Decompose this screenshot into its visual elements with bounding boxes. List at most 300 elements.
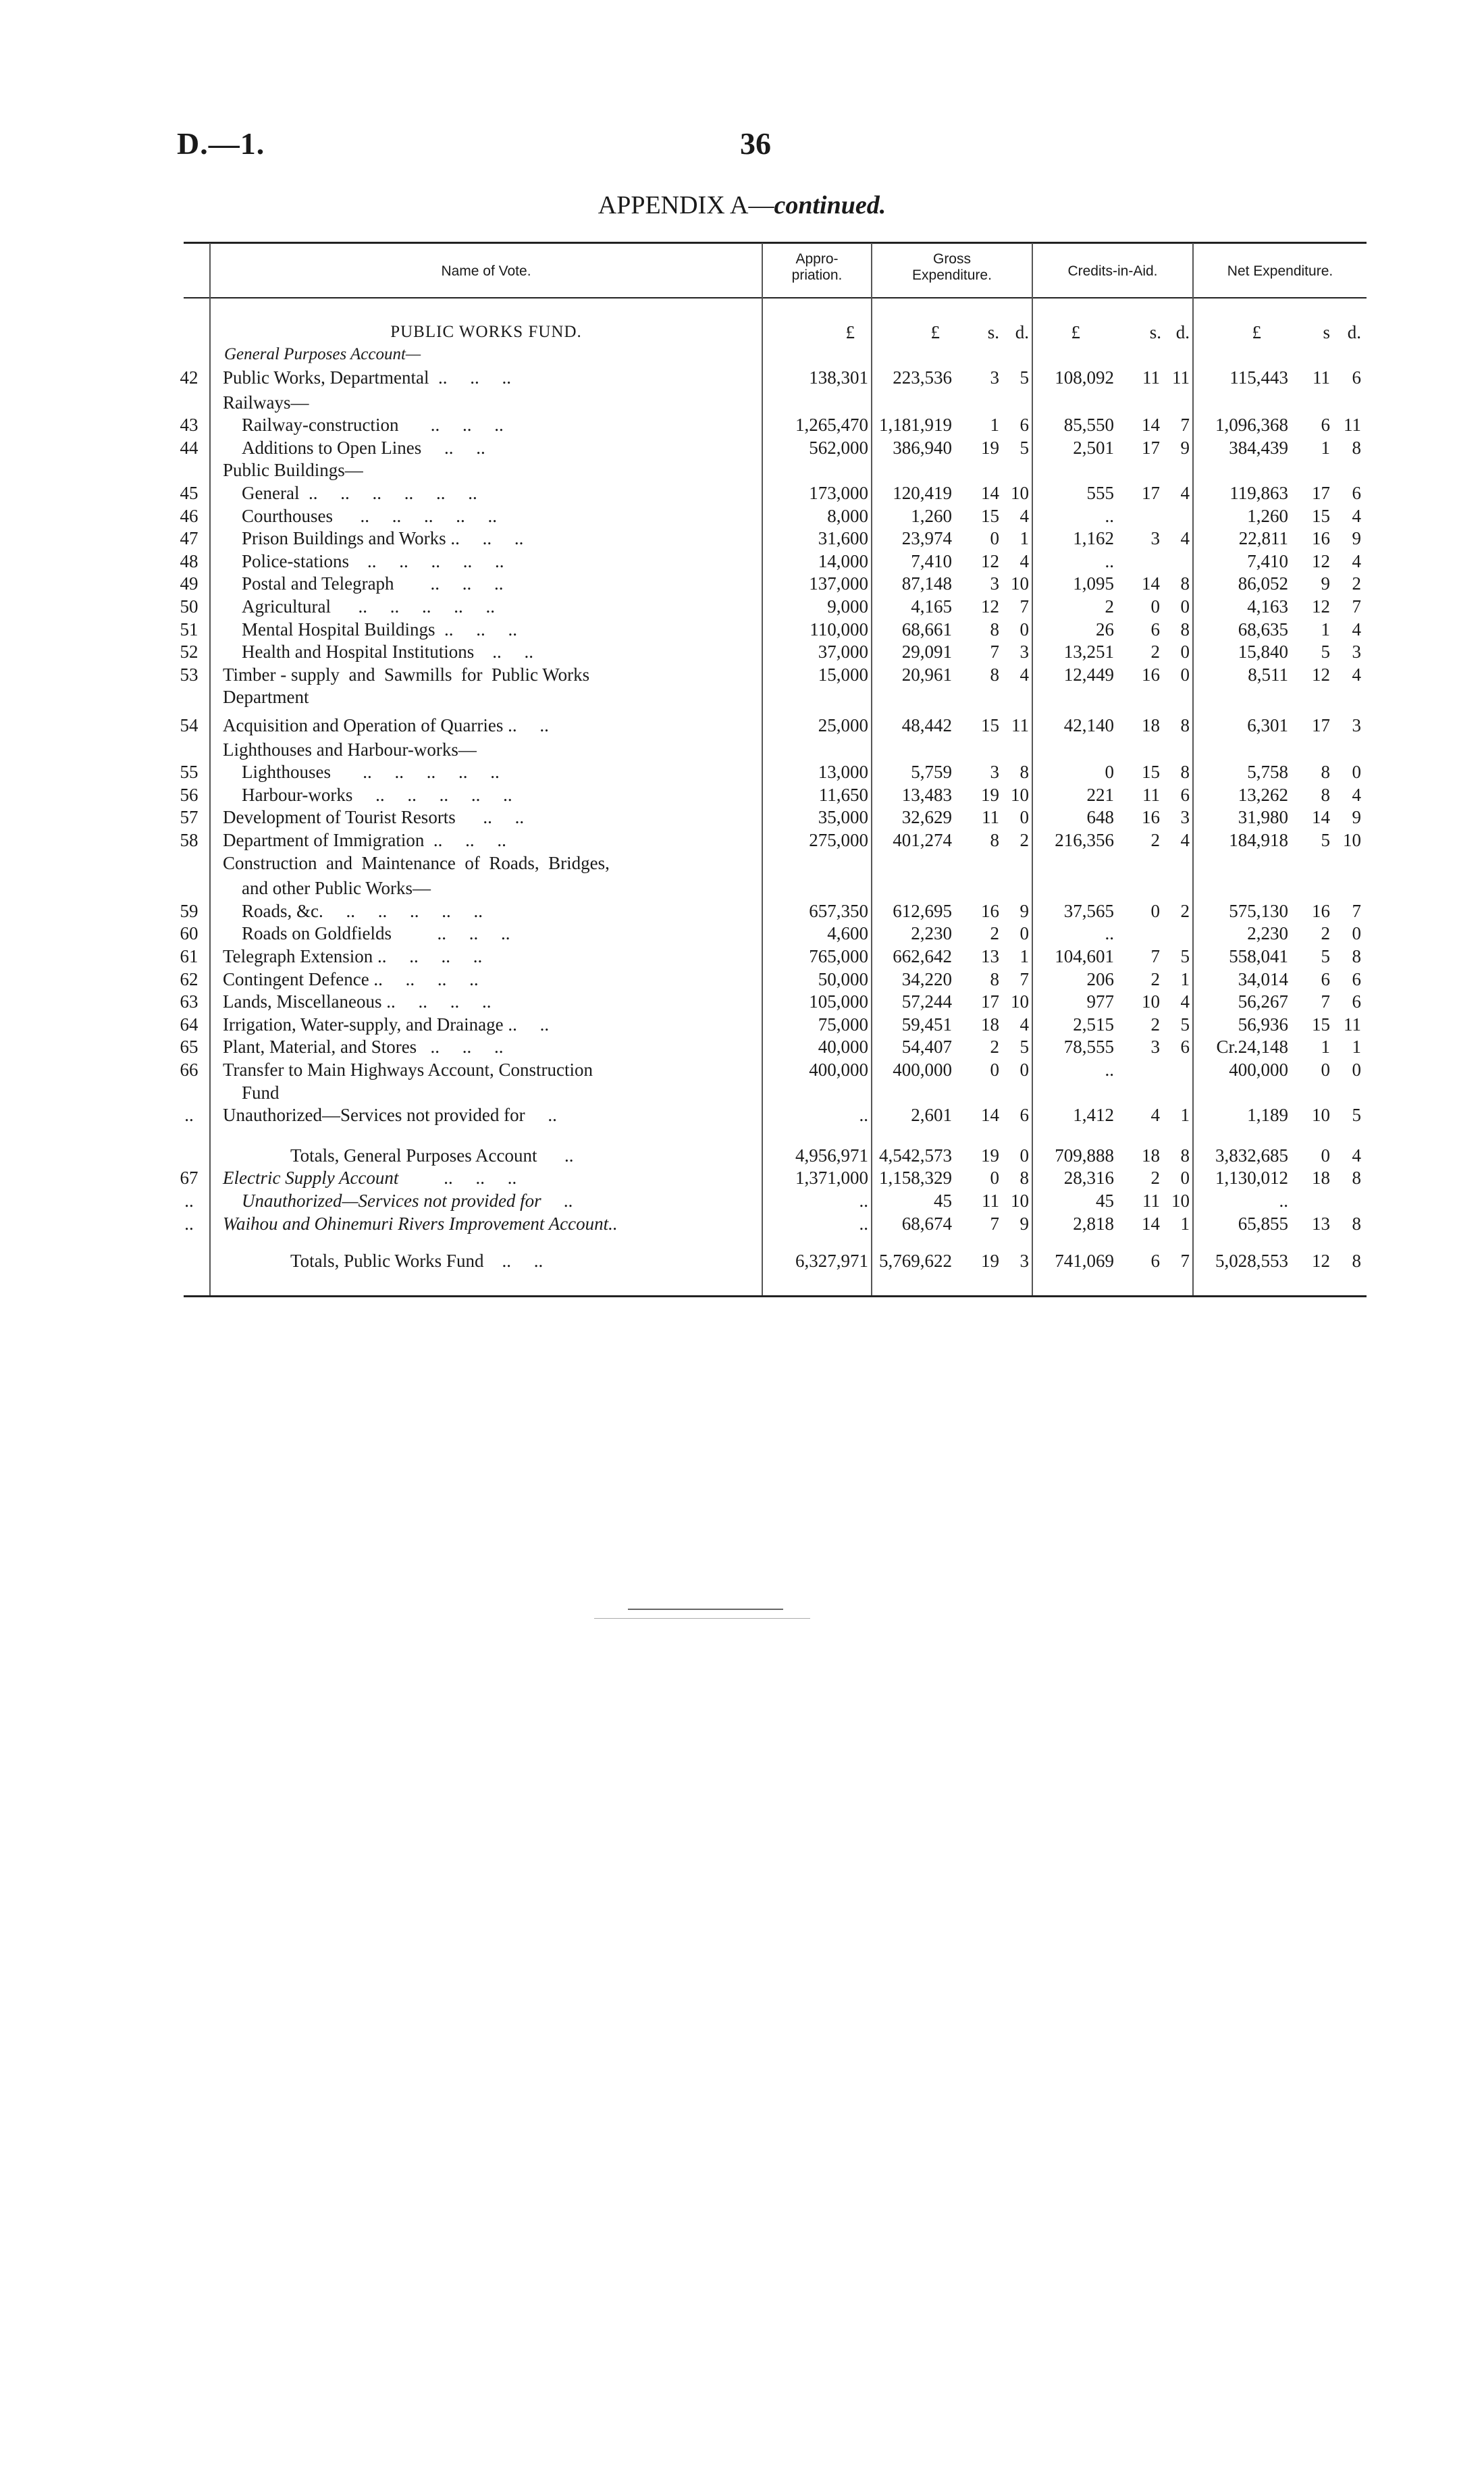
title-continued: continued. xyxy=(774,191,886,219)
cell-name: Roads, &c. .. .. .. .. .. xyxy=(242,901,483,921)
cell-cs: 3 xyxy=(1150,528,1160,548)
cell-gd: 4 xyxy=(1019,1014,1029,1035)
cell-gs: 14 xyxy=(981,483,999,503)
cell-cs: 2 xyxy=(1150,1014,1160,1035)
cell-cp: 42,140 xyxy=(1063,715,1114,735)
cell-gp: 4,542,573 xyxy=(879,1145,952,1166)
cell-np: 400,000 xyxy=(1229,1060,1288,1080)
cell-name: Contingent Defence .. .. .. .. xyxy=(223,969,479,989)
cell-ns: 12 xyxy=(1312,596,1330,617)
unit-net-shillings: s xyxy=(1323,322,1330,342)
cell-gp: 87,148 xyxy=(901,573,952,594)
cell-no: 58 xyxy=(180,830,198,850)
cell-cs: 18 xyxy=(1142,1145,1160,1166)
cell-gs: 8 xyxy=(990,619,999,640)
cell-nd: 10 xyxy=(1343,830,1361,850)
cell-nd: 4 xyxy=(1352,785,1361,805)
cell-gd: 5 xyxy=(1019,1037,1029,1057)
cell-cd: 4 xyxy=(1180,483,1190,503)
page-number: 36 xyxy=(740,126,771,161)
cell-cs: 14 xyxy=(1142,573,1160,594)
cell-ns: 1 xyxy=(1321,438,1330,458)
unit-net-pounds: £ xyxy=(1252,322,1261,342)
cell-cp: 12,449 xyxy=(1063,665,1114,685)
cell-np: 1,189 xyxy=(1247,1105,1288,1125)
unit-gross-pounds: £ xyxy=(930,322,940,342)
cell-cp: 2 xyxy=(1105,596,1114,617)
cell-gs: 13 xyxy=(981,946,999,966)
cell-ap: 137,000 xyxy=(809,573,868,594)
cell-ap: 173,000 xyxy=(809,483,868,503)
cell-gd: 0 xyxy=(1019,619,1029,640)
cell-no: 57 xyxy=(180,807,198,827)
cell-gd: 0 xyxy=(1019,1060,1029,1080)
cell-gd: 10 xyxy=(1011,483,1029,503)
cell-gp: 1,181,919 xyxy=(879,415,952,435)
cell-gp: 32,629 xyxy=(901,807,952,827)
cell-ap: .. xyxy=(859,1105,868,1125)
cell-np: 8,511 xyxy=(1248,665,1288,685)
cell-ap: 9,000 xyxy=(827,596,868,617)
cell-np: 5,028,553 xyxy=(1215,1251,1288,1271)
cell-no: 51 xyxy=(180,619,198,640)
cell-gs: 3 xyxy=(990,573,999,594)
cell-gd: 4 xyxy=(1019,551,1029,571)
cell-nd: 4 xyxy=(1352,619,1361,640)
cell-no: .. xyxy=(184,1191,194,1211)
cell-name: Timber - supply and Sawmills for Public Works xyxy=(223,665,590,685)
cell-gs: 15 xyxy=(981,506,999,526)
col-head-approp-line2: priation. xyxy=(791,267,843,283)
cell-ap: 14,000 xyxy=(818,551,868,571)
cell-cp: 1,162 xyxy=(1073,528,1114,548)
cell-np: 575,130 xyxy=(1229,901,1288,921)
cell-name: Plant, Material, and Stores .. .. .. xyxy=(223,1037,504,1057)
cell-gp: 5,769,622 xyxy=(879,1251,952,1271)
cell-name: Telegraph Extension .. .. .. .. xyxy=(223,946,483,966)
cell-no: 46 xyxy=(180,506,198,526)
cell-gd: 10 xyxy=(1011,1191,1029,1211)
cell-gd: 9 xyxy=(1019,901,1029,921)
cell-gd: 1 xyxy=(1019,528,1029,548)
cell-gs: 11 xyxy=(982,807,999,827)
cell-ap: 400,000 xyxy=(809,1060,868,1080)
cell-np: 2,230 xyxy=(1247,923,1288,943)
cell-ns: 18 xyxy=(1312,1168,1330,1188)
cell-cs: 6 xyxy=(1150,1251,1160,1271)
cell-cd: 0 xyxy=(1180,596,1190,617)
cell-cd: 7 xyxy=(1180,1251,1190,1271)
cell-name: Roads on Goldfields .. .. .. xyxy=(242,923,510,943)
cell-no: 47 xyxy=(180,528,198,548)
cell-nd: 7 xyxy=(1352,901,1361,921)
cell-nd: 4 xyxy=(1352,665,1361,685)
cell-gp: 13,483 xyxy=(901,785,952,805)
cell-cp: .. xyxy=(1105,1060,1114,1080)
cell-gs: 0 xyxy=(990,1060,999,1080)
cell-gp: 68,661 xyxy=(901,619,952,640)
cell-no: 42 xyxy=(180,367,198,388)
cell-np: Cr.24,148 xyxy=(1216,1037,1288,1057)
cell-gs: 18 xyxy=(981,1014,999,1035)
cell-np: 22,811 xyxy=(1238,528,1288,548)
cell-gp: 54,407 xyxy=(901,1037,952,1057)
cell-cd: 4 xyxy=(1180,830,1190,850)
cell-name: Acquisition and Operation of Quarries .. .. xyxy=(223,715,549,735)
cell-cd: 6 xyxy=(1180,1037,1190,1057)
cell-ap: 35,000 xyxy=(818,807,868,827)
cell-cd: 11 xyxy=(1172,367,1190,388)
cell-cs: 7 xyxy=(1150,946,1160,966)
cell-name: Electric Supply Account .. .. .. xyxy=(223,1168,517,1188)
cell-name: Department xyxy=(223,687,309,707)
cell-gs: 11 xyxy=(982,1191,999,1211)
col-head-credits: Credits-in-Aid. xyxy=(1067,263,1158,279)
cell-ap: 11,650 xyxy=(818,785,868,805)
unit-credits-shillings: s. xyxy=(1149,322,1161,342)
cell-gs: 17 xyxy=(981,991,999,1012)
cell-ap: 37,000 xyxy=(818,642,868,662)
cell-gd: 8 xyxy=(1019,762,1029,782)
cell-ns: 7 xyxy=(1321,991,1330,1012)
cell-cs: 17 xyxy=(1142,438,1160,458)
cell-cp: 1,412 xyxy=(1073,1105,1114,1125)
cell-cp: 37,565 xyxy=(1063,901,1114,921)
cell-nd: 11 xyxy=(1344,1014,1361,1035)
cell-gd: 3 xyxy=(1019,1251,1029,1271)
cell-cp: 26 xyxy=(1096,619,1114,640)
cell-name: Lands, Miscellaneous .. .. .. .. xyxy=(223,991,492,1012)
cell-name: Development of Tourist Resorts .. .. xyxy=(223,807,525,827)
cell-nd: 6 xyxy=(1352,367,1361,388)
cell-gp: 7,410 xyxy=(911,551,952,571)
cell-gs: 2 xyxy=(990,923,999,943)
cell-gd: 10 xyxy=(1011,785,1029,805)
cell-cs: 14 xyxy=(1142,415,1160,435)
cell-ns: 6 xyxy=(1321,969,1330,989)
cell-name: Construction and Maintenance of Roads, Bridges, xyxy=(223,853,610,873)
title-main: APPENDIX A— xyxy=(598,191,774,219)
cell-cs: 6 xyxy=(1150,619,1160,640)
cell-gs: 7 xyxy=(990,642,999,662)
cell-cp: 206 xyxy=(1086,969,1114,989)
cell-nd: 8 xyxy=(1352,438,1361,458)
cell-nd: 7 xyxy=(1352,596,1361,617)
cell-cd: 8 xyxy=(1180,762,1190,782)
cell-ns: 13 xyxy=(1312,1214,1330,1234)
cell-ns: 16 xyxy=(1312,901,1330,921)
cell-gp: 2,601 xyxy=(911,1105,952,1125)
cell-nd: 11 xyxy=(1344,415,1361,435)
col-head-name: Name of Vote. xyxy=(441,263,531,279)
cell-cs: 2 xyxy=(1150,969,1160,989)
cell-ns: 2 xyxy=(1321,923,1330,943)
cell-no: 62 xyxy=(180,969,198,989)
cell-ap: 105,000 xyxy=(809,991,868,1012)
cell-np: 68,635 xyxy=(1238,619,1288,640)
cell-gs: 2 xyxy=(990,1037,999,1057)
cell-ns: 0 xyxy=(1321,1060,1330,1080)
unit-gross-pence: d. xyxy=(1015,322,1029,342)
page-title xyxy=(0,190,1484,220)
cell-np: 7,410 xyxy=(1247,551,1288,571)
cell-ap: 40,000 xyxy=(818,1037,868,1057)
cell-gd: 5 xyxy=(1019,438,1029,458)
cell-name: Additions to Open Lines .. .. xyxy=(242,438,485,458)
cell-ns: 5 xyxy=(1321,830,1330,850)
cell-no: 59 xyxy=(180,901,198,921)
cell-gs: 0 xyxy=(990,528,999,548)
cell-cs: 15 xyxy=(1142,762,1160,782)
cell-name: Unauthorized—Services not provided for .. xyxy=(242,1191,573,1211)
cell-cp: 221 xyxy=(1086,785,1114,805)
cell-no: .. xyxy=(184,1214,194,1234)
cell-ns: 8 xyxy=(1321,762,1330,782)
cell-cp: 555 xyxy=(1086,483,1114,503)
cell-cp: 2,818 xyxy=(1073,1214,1114,1234)
cell-ap: 138,301 xyxy=(809,367,868,388)
cell-ap: 1,371,000 xyxy=(795,1168,868,1188)
cell-name: Harbour-works .. .. .. .. .. xyxy=(242,785,512,805)
cell-cs: 0 xyxy=(1150,901,1160,921)
cell-gs: 19 xyxy=(981,438,999,458)
cell-ns: 12 xyxy=(1312,665,1330,685)
cell-cd: 10 xyxy=(1171,1191,1190,1211)
cell-cs: 18 xyxy=(1142,715,1160,735)
cell-ns: 5 xyxy=(1321,642,1330,662)
cell-nd: 8 xyxy=(1352,946,1361,966)
cell-no: 67 xyxy=(180,1168,198,1188)
cell-np: 3,832,685 xyxy=(1215,1145,1288,1166)
cell-cp: 2,515 xyxy=(1073,1014,1114,1035)
cell-cp: 709,888 xyxy=(1055,1145,1114,1166)
cell-gp: 59,451 xyxy=(901,1014,952,1035)
cell-np: 34,014 xyxy=(1238,969,1288,989)
cell-gs: 19 xyxy=(981,785,999,805)
cell-gp: 612,695 xyxy=(893,901,952,921)
cell-ap: 8,000 xyxy=(827,506,868,526)
cell-np: 115,443 xyxy=(1229,367,1288,388)
cell-gs: 19 xyxy=(981,1145,999,1166)
cell-cs: 0 xyxy=(1150,596,1160,617)
cell-cs: 11 xyxy=(1142,1191,1160,1211)
cell-nd: 0 xyxy=(1352,762,1361,782)
cell-np: 56,267 xyxy=(1238,991,1288,1012)
cell-ap: 4,600 xyxy=(827,923,868,943)
cell-cp: 0 xyxy=(1105,762,1114,782)
cell-gs: 12 xyxy=(981,551,999,571)
cell-ns: 0 xyxy=(1321,1145,1330,1166)
cell-gd: 2 xyxy=(1019,830,1029,850)
cell-nd: 6 xyxy=(1352,969,1361,989)
cell-gd: 6 xyxy=(1019,1105,1029,1125)
cell-np: 1,130,012 xyxy=(1215,1168,1288,1188)
cell-np: .. xyxy=(1279,1191,1288,1211)
cell-gp: 2,230 xyxy=(911,923,952,943)
cell-gp: 45 xyxy=(934,1191,952,1211)
section-subtitle: General Purposes Account— xyxy=(224,345,421,363)
cell-name: Mental Hospital Buildings .. .. .. xyxy=(242,619,517,640)
cell-gd: 5 xyxy=(1019,367,1029,388)
cell-gs: 3 xyxy=(990,367,999,388)
unit-credits-pounds: £ xyxy=(1071,322,1080,342)
cell-np: 558,041 xyxy=(1229,946,1288,966)
cell-name: Fund xyxy=(242,1083,280,1103)
table-bottom-rule xyxy=(184,1295,1367,1297)
cell-gp: 68,674 xyxy=(901,1214,952,1234)
cell-cp: 28,316 xyxy=(1063,1168,1114,1188)
cell-ns: 15 xyxy=(1312,506,1330,526)
unit-credits-pence: d. xyxy=(1175,322,1190,342)
cell-gd: 1 xyxy=(1019,946,1029,966)
cell-nd: 3 xyxy=(1352,715,1361,735)
cell-ns: 17 xyxy=(1312,483,1330,503)
cell-cp: 2,501 xyxy=(1073,438,1114,458)
cell-np: 1,096,368 xyxy=(1215,415,1288,435)
cell-gp: 23,974 xyxy=(901,528,952,548)
cell-name: Police-stations .. .. .. .. .. xyxy=(242,551,504,571)
cell-nd: 8 xyxy=(1352,1168,1361,1188)
cell-cd: 8 xyxy=(1180,573,1190,594)
cell-cs: 2 xyxy=(1150,642,1160,662)
cell-cd: 5 xyxy=(1180,1014,1190,1035)
cell-gd: 0 xyxy=(1019,923,1029,943)
cell-cd: 1 xyxy=(1180,1214,1190,1234)
cell-name: Department of Immigration .. .. .. xyxy=(223,830,506,850)
cell-cd: 1 xyxy=(1180,1105,1190,1125)
cell-cd: 3 xyxy=(1180,807,1190,827)
cell-cd: 4 xyxy=(1180,991,1190,1012)
cell-name: Irrigation, Water-supply, and Drainage .. .. xyxy=(223,1014,550,1035)
cell-gd: 4 xyxy=(1019,506,1029,526)
cell-ap: 562,000 xyxy=(809,438,868,458)
cell-gs: 0 xyxy=(990,1168,999,1188)
table-top-rule xyxy=(184,242,1367,244)
cell-np: 31,980 xyxy=(1238,807,1288,827)
cell-cs: 10 xyxy=(1142,991,1160,1012)
cell-nd: 6 xyxy=(1352,483,1361,503)
cell-ns: 16 xyxy=(1312,528,1330,548)
cell-name: Health and Hospital Institutions .. .. xyxy=(242,642,533,662)
cell-cp: 977 xyxy=(1086,991,1114,1012)
cell-ns: 15 xyxy=(1312,1014,1330,1035)
cell-ns: 14 xyxy=(1312,807,1330,827)
cell-name: Railways— xyxy=(223,392,309,413)
cell-cd: 0 xyxy=(1180,642,1190,662)
cell-no: 60 xyxy=(180,923,198,943)
cell-np: 384,439 xyxy=(1229,438,1288,458)
col-head-approp-line1: Appro- xyxy=(795,251,839,267)
cell-ap: .. xyxy=(859,1214,868,1234)
cell-np: 65,855 xyxy=(1238,1214,1288,1234)
cell-gp: 401,274 xyxy=(893,830,952,850)
cell-ns: 9 xyxy=(1321,573,1330,594)
cell-np: 1,260 xyxy=(1247,506,1288,526)
cell-gp: 4,165 xyxy=(911,596,952,617)
cell-ns: 11 xyxy=(1313,367,1330,388)
cell-np: 5,758 xyxy=(1247,762,1288,782)
cell-gs: 8 xyxy=(990,665,999,685)
cell-gp: 386,940 xyxy=(893,438,952,458)
cell-gd: 0 xyxy=(1019,1145,1029,1166)
cell-gd: 7 xyxy=(1019,596,1029,617)
cell-ap: 50,000 xyxy=(818,969,868,989)
cell-name: Lighthouses .. .. .. .. .. xyxy=(242,762,500,782)
cell-ap: 13,000 xyxy=(818,762,868,782)
unit-approp-pounds: £ xyxy=(845,322,855,342)
cell-gd: 0 xyxy=(1019,807,1029,827)
cell-no: 54 xyxy=(180,715,198,735)
cell-ap: 31,600 xyxy=(818,528,868,548)
cell-gp: 34,220 xyxy=(901,969,952,989)
cell-no: 49 xyxy=(180,573,198,594)
cell-no: 61 xyxy=(180,946,198,966)
cell-gs: 16 xyxy=(981,901,999,921)
document-code: D.—1. xyxy=(177,126,265,161)
cell-cd: 7 xyxy=(1180,415,1190,435)
cell-gp: 29,091 xyxy=(901,642,952,662)
cell-nd: 3 xyxy=(1352,642,1361,662)
cell-gp: 662,642 xyxy=(893,946,952,966)
cell-name: Waihou and Ohinemuri Rivers Improvement Account.. xyxy=(223,1214,618,1234)
cell-no: 45 xyxy=(180,483,198,503)
col-head-net: Net Expenditure. xyxy=(1227,263,1333,279)
cell-gd: 10 xyxy=(1011,991,1029,1012)
section-title: PUBLIC WORKS FUND. xyxy=(390,323,582,341)
end-ornament-rule xyxy=(628,1609,783,1610)
cell-gs: 19 xyxy=(981,1251,999,1271)
cell-cp: 13,251 xyxy=(1063,642,1114,662)
cell-np: 13,262 xyxy=(1238,785,1288,805)
cell-gs: 3 xyxy=(990,762,999,782)
cell-cd: 6 xyxy=(1180,785,1190,805)
cell-ns: 10 xyxy=(1312,1105,1330,1125)
unit-net-pence: d. xyxy=(1347,322,1361,342)
cell-gd: 10 xyxy=(1011,573,1029,594)
cell-ap: 75,000 xyxy=(818,1014,868,1035)
cell-cp: 78,555 xyxy=(1063,1037,1114,1057)
cell-cp: 45 xyxy=(1096,1191,1114,1211)
cell-cs: 2 xyxy=(1150,830,1160,850)
cell-cd: 4 xyxy=(1180,528,1190,548)
cell-gd: 4 xyxy=(1019,665,1029,685)
cell-cs: 2 xyxy=(1150,1168,1160,1188)
cell-name: Public Buildings— xyxy=(223,460,363,480)
cell-cs: 4 xyxy=(1150,1105,1160,1125)
cell-nd: 9 xyxy=(1352,807,1361,827)
cell-np: 4,163 xyxy=(1247,596,1288,617)
cell-name: Totals, General Purposes Account .. xyxy=(290,1145,574,1166)
cell-nd: 4 xyxy=(1352,551,1361,571)
cell-cd: 0 xyxy=(1180,665,1190,685)
cell-cp: 216,356 xyxy=(1055,830,1114,850)
cell-name: Unauthorized—Services not provided for .. xyxy=(223,1105,557,1125)
cell-ap: 15,000 xyxy=(818,665,868,685)
cell-cs: 16 xyxy=(1142,665,1160,685)
cell-cd: 8 xyxy=(1180,1145,1190,1166)
cell-no: 63 xyxy=(180,991,198,1012)
cell-cs: 11 xyxy=(1142,367,1160,388)
cell-cp: .. xyxy=(1105,923,1114,943)
cell-no: 43 xyxy=(180,415,198,435)
cell-nd: 4 xyxy=(1352,506,1361,526)
cell-cp: 85,550 xyxy=(1063,415,1114,435)
cell-cs: 14 xyxy=(1142,1214,1160,1234)
cell-gp: 1,158,329 xyxy=(879,1168,952,1188)
cell-ns: 12 xyxy=(1312,1251,1330,1271)
cell-nd: 0 xyxy=(1352,1060,1361,1080)
cell-gs: 8 xyxy=(990,830,999,850)
